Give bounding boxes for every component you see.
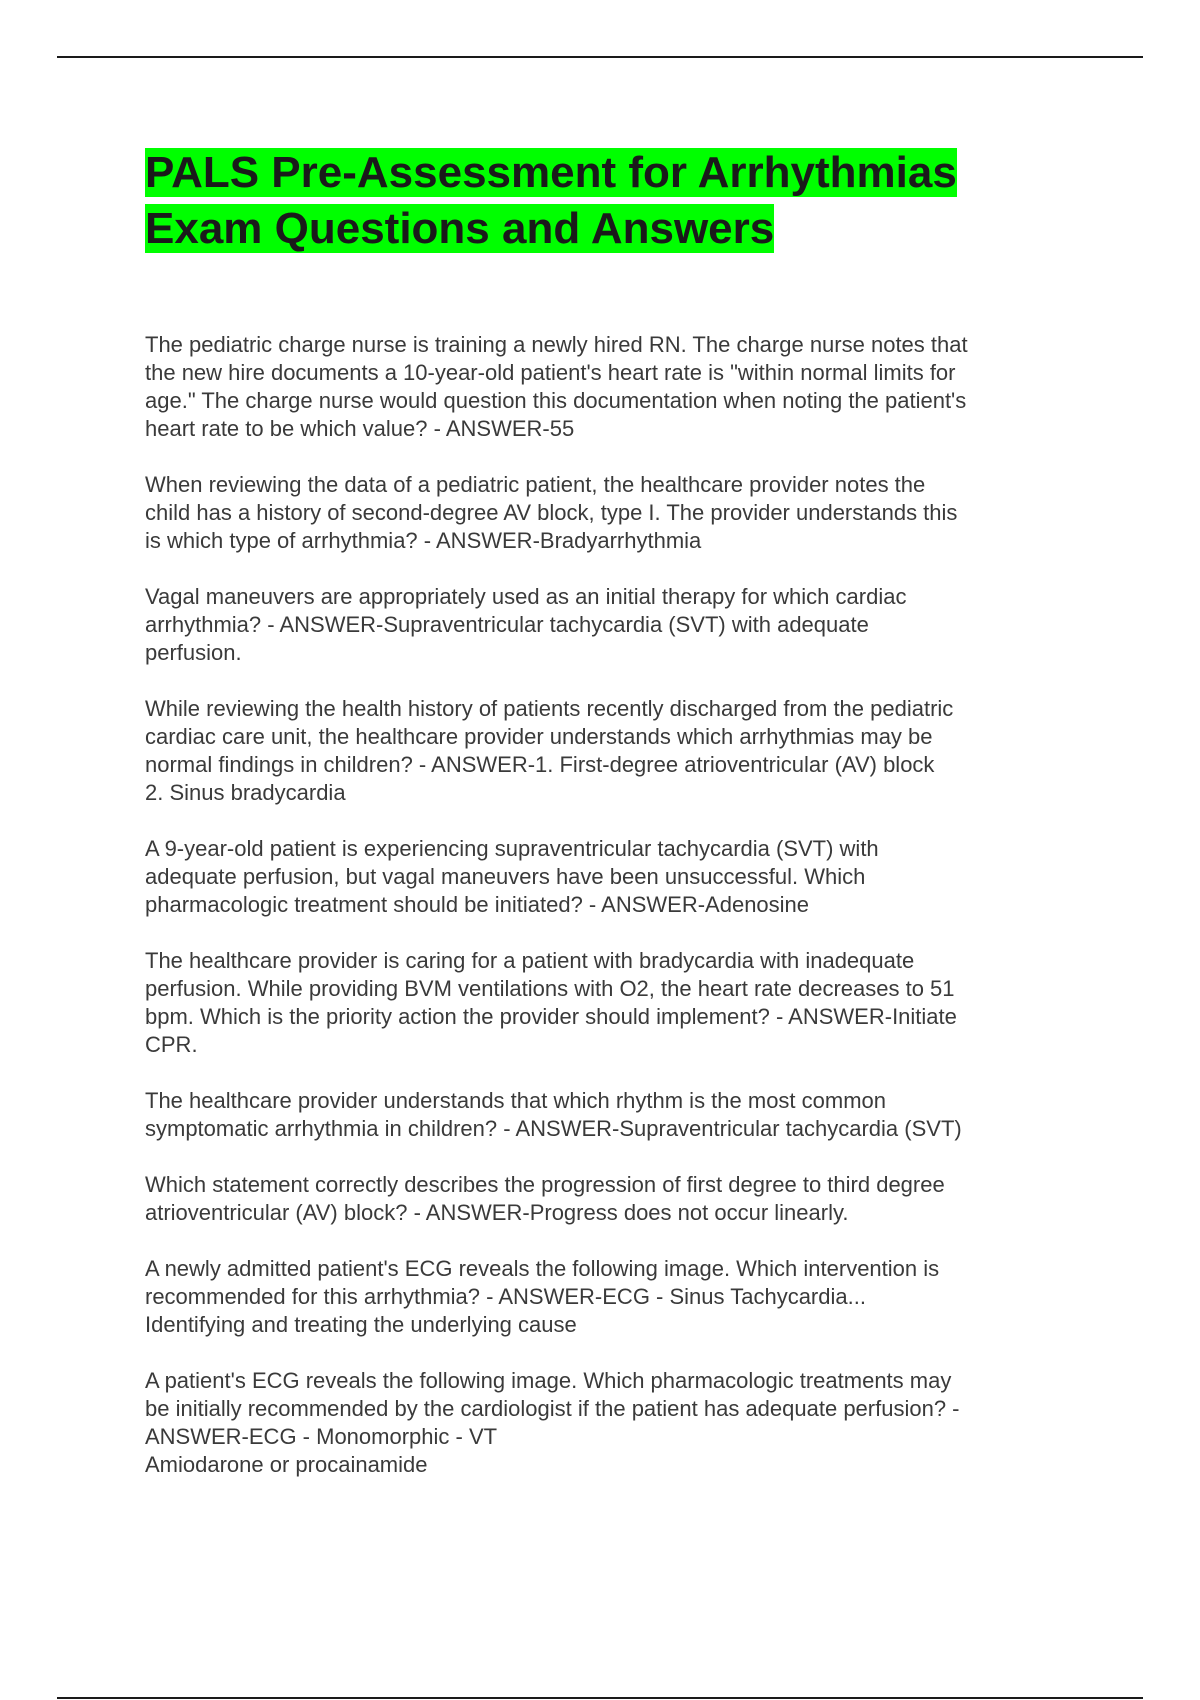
qa-item: The pediatric charge nurse is training a newly hired RN. The charge nurse notes that the new hire documents a 10-year-old patient's heart rate is "within normal limits for age." The charge nurse would question this documentation when noting the patient's heart rate to be which value? - ANSWER-55 bbox=[145, 332, 968, 441]
qa-item: A 9-year-old patient is experiencing supraventricular tachycardia (SVT) with adequate perfusion, but vagal maneuvers have been unsuccessful. Which pharmacologic treatment should be initiated? - ANSWER-Adenosine bbox=[145, 836, 879, 917]
qa-list bbox=[145, 331, 1065, 1479]
title-line-1: PALS Pre-Assessment for Arrhythmias bbox=[145, 148, 957, 197]
bottom-divider bbox=[57, 1697, 1143, 1699]
qa-item: A patient's ECG reveals the following image. Which pharmacologic treatments may be initially recommended by the cardiologist if the patient has adequate perfusion? - ANSWER-ECG - Monomorphic - VT Amiodarone or procainamide bbox=[145, 1368, 960, 1477]
document-title bbox=[145, 145, 1065, 257]
document-body bbox=[145, 145, 1065, 1507]
qa-item: Vagal maneuvers are appropriately used as an initial therapy for which cardiac arrhythmia? - ANSWER-Supraventricular tachycardia (SVT) with adequate perfusion. bbox=[145, 584, 907, 665]
qa-item: The healthcare provider understands that which rhythm is the most common symptomatic arrhythmia in children? - ANSWER-Supraventricular tachycardia (SVT) bbox=[145, 1088, 962, 1141]
title-line-2: Exam Questions and Answers bbox=[145, 204, 775, 253]
qa-item: A newly admitted patient's ECG reveals the following image. Which intervention is recommended for this arrhythmia? - ANSWER-ECG - Sinus Tachycardia... Identifying and treating the underlying cause bbox=[145, 1256, 940, 1337]
qa-item: When reviewing the data of a pediatric patient, the healthcare provider notes the child has a history of second-degree AV block, type I. The provider understands this is which type of arrhythmia? - ANSWER-Bradyarrhythmia bbox=[145, 472, 958, 553]
qa-item: The healthcare provider is caring for a patient with bradycardia with inadequate perfusion. While providing BVM ventilations with O2, the heart rate decreases to 51 bpm. Which is the priority action the provider should implement? - ANSWER-Initiate CPR. bbox=[145, 948, 957, 1057]
qa-item: While reviewing the health history of patients recently discharged from the pediatric cardiac care unit, the healthcare provider understands which arrhythmias may be normal findings in children? - ANSWER-1. First-degree atrioventricular (AV) block 2. Sinus bradycardia bbox=[145, 696, 954, 805]
qa-item: Which statement correctly describes the progression of first degree to third degree atrioventricular (AV) block? - ANSWER-Progress does not occur linearly. bbox=[145, 1172, 945, 1225]
top-divider bbox=[57, 56, 1143, 58]
